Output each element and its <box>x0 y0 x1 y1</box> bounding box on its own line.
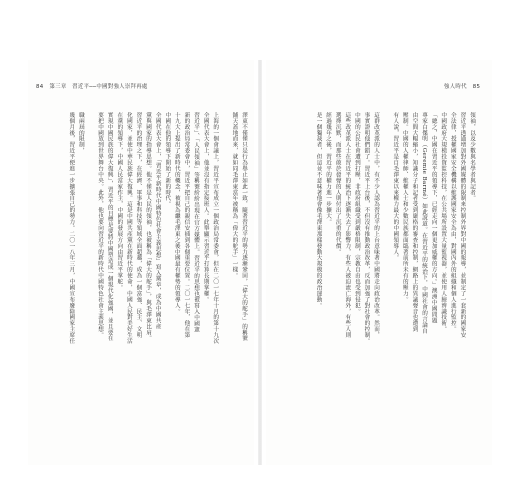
text-column: 在黨的領導下，中國人民當家作主，中國的發展方向由習近平掌舵。 <box>116 112 123 291</box>
left-page-number: 84 <box>36 84 44 90</box>
text-column: 領袖，以及少數與名學者與記者。 <box>469 112 475 202</box>
text-column: 全國代表大會上，「習近平新時代中國特色社會主義思想」寫入黨章，成為中國共產 <box>154 112 161 330</box>
text-column: 幾個月後，習近平便進一步擴張自己的勢力。二〇一八年三月，中國宣布廢除國家主席任 <box>68 112 75 345</box>
text-column: 中國政府大規模投資監控科技，在公共場所設置大量監視器，並使用人臉辨識技術。 <box>440 112 447 333</box>
text-column: 「總之，中國在習近平的領導下，已經走向一個更加威權的方向。」澳洲中國問題 <box>430 112 437 324</box>
text-column: 新的政治局常委會中，習近平把自己的親信安插到各個重要位置。二〇一七年，他在第 <box>183 112 190 339</box>
text-column: 十九大上提出了新時代的概念，被視為繼毛澤東之後中國最有權勢的領導人。 <box>173 112 180 315</box>
text-column: 全國代表大會上，他並沒有指定接班人。此舉顯示習近平打算長期掌權。 <box>202 112 209 303</box>
text-column: 要把中國放到世界舞台中央。此外，他也要向習近平的新時代中國特色社會主義思想。 <box>97 112 104 339</box>
right-page-header <box>444 82 480 90</box>
paragraph-gap <box>85 112 95 457</box>
text-column: 經過幾年之後，習近平的權力進一步擴大。 <box>325 112 332 226</box>
text-column: 中國的公民社會遭到打壓，非政府組織受到嚴格限制，宗教自由也受到侵犯。 <box>353 112 360 315</box>
text-column: 全法律，授權國家安全機構以維護國家安全為由，對國內外的組織和個人進行監控。 <box>449 112 456 333</box>
right-page-body <box>276 112 476 457</box>
text-column: 實現中國民族的偉大復興」，習近平的目標是要將中國塑造成一個現代化強國，並且要在 <box>106 112 113 342</box>
book-gutter <box>258 60 262 465</box>
text-column: 壓制。中國的人權律師、維權人士和少數民族都面臨著前所未有的壓力。 <box>401 112 408 303</box>
text-column: 黨與國家的指導思想。他不僅是人民的領袖，也被稱為「偉大的舵手」，與毛澤東比肩。 <box>145 112 152 342</box>
text-column: 這些改革派人士在習近平的統治下逐漸失去了影響力，有些人被迫流亡海外，有些人則 <box>344 112 351 339</box>
left-page-body <box>42 112 248 457</box>
right-page-number: 85 <box>472 84 481 90</box>
text-column: 職兩屆的限制， <box>77 112 84 154</box>
text-column: 習近平」、「人民領袖」等稱號紛紛出現在官方媒體上。習近平的思想也被寫入中國憲 <box>193 112 200 333</box>
text-column: 上海的一個會議上，習近平宣布成立一個政治局常委會，但在二〇一七年十月的第十九次 <box>212 112 219 345</box>
paragraph-gap <box>380 112 390 457</box>
left-running-head: 第三章 習近平──中國對強人崇拜再處 <box>49 84 148 90</box>
text-column: 選擇沉默，而那些敢於發聲的人則付出了沉重的代價。 <box>334 112 341 255</box>
text-column: 澤東不僅僅只是行為舉止如此一致，隨著習近平的勢力逐漸鞏固，「偉大的舵手」的稱號 <box>241 112 247 342</box>
text-column: 習近平的治理之下，在經濟、軍事和科技等領域全面超越，成為一個富強、民主、文明 <box>135 112 142 339</box>
text-column: 是一個獨裁者，但這並不意味著他會像毛澤東那樣發動大規模的政治運動。 <box>315 112 322 309</box>
left-page-header <box>36 82 148 90</box>
text-column: 中國在他的領導下開始了新的時代。 <box>164 112 171 208</box>
text-column: 這群改革派的人士中，有不少人認為習近平的上台意味著中國將走向政治改革。然而， <box>373 112 380 339</box>
text-column: 鋪天蓋地而來，就如同毛澤東當年被稱為「偉大的舵手」一樣。 <box>231 112 238 279</box>
text-column: 專家白傑明（Geremie Barmé）如此說道。在習近平的統治下，中國社會的言論自 <box>421 112 428 334</box>
text-column: 由空間大幅縮小，知識分子和記者受到嚴格的審查和控制，網路上的異議聲音也遭到 <box>411 112 418 333</box>
text-column: 事實證明他們錯了。習近平上台後，不但沒有推動政治改革，反而加強了對社會的控制。 <box>363 112 370 345</box>
paragraph-gap <box>219 112 229 457</box>
text-column: 有人說，習近平是自毛澤東以來權力最大的中國領導人。 <box>392 112 399 261</box>
right-running-head: 強人時代 <box>444 84 467 90</box>
text-column: 習近平透過增加對外國媒體的限制來控制外界對中國的報導，並制定了一套新的國家安 <box>459 112 466 339</box>
text-column: 化國家，並使中華民族偉大復興。這是中國共產黨在新時代的使命，中國人民對美好生活 <box>125 112 132 345</box>
